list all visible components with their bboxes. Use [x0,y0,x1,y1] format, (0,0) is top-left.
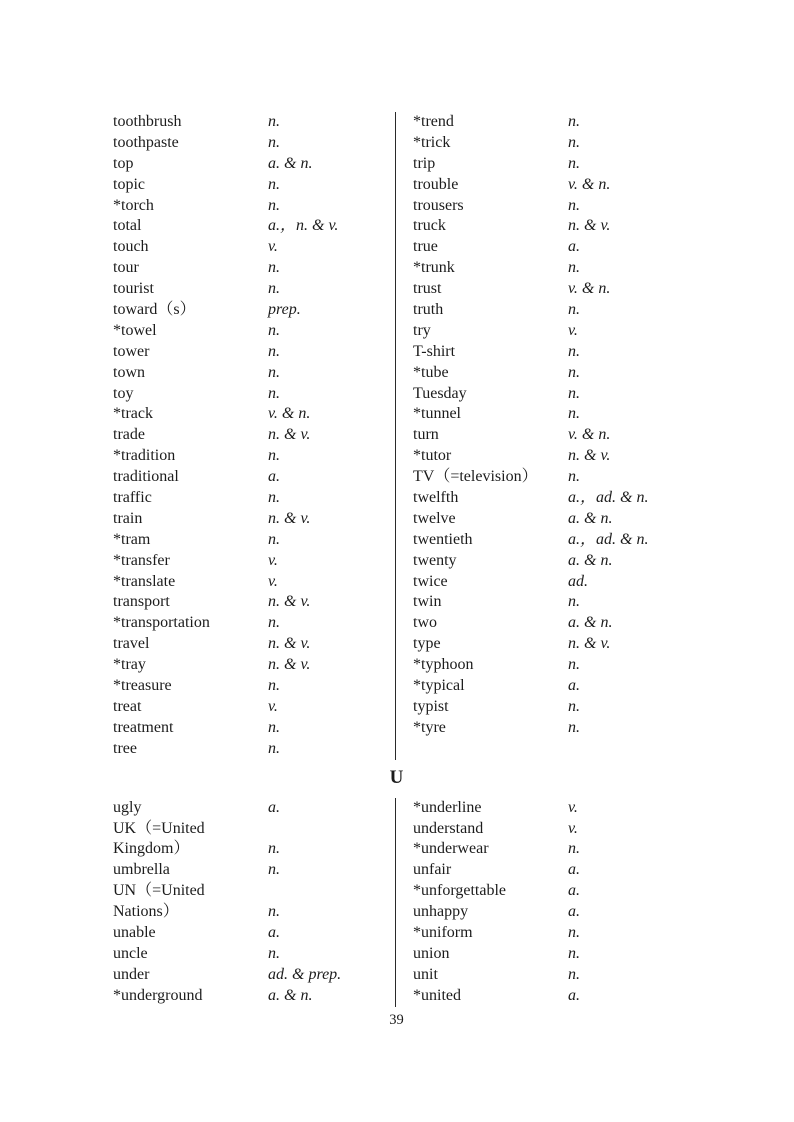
word-entry [413,923,680,944]
word-text: trouble [413,175,459,193]
word-entry [413,216,680,237]
part-of-speech: n. [268,677,280,695]
word-entry [113,300,395,321]
part-of-speech: n. [568,923,580,941]
section-letter-heading: U [389,766,404,788]
word-text: Nations） [113,903,179,921]
part-of-speech: n. [268,903,280,921]
part-of-speech: a. [568,677,580,695]
word-text: trip [413,154,436,172]
word-text: true [413,238,438,256]
word-entry [413,551,680,572]
word-entry [413,133,680,154]
word-text: UN（=United [113,882,205,900]
word-entry [113,798,395,819]
word-entry [113,592,395,613]
word-text: Kingdom） [113,840,190,858]
word-entry [413,300,680,321]
word-entry [413,112,680,133]
word-entry [113,384,395,405]
word-entry [113,944,395,965]
word-text: *trend [413,113,454,130]
word-entry [113,655,395,676]
part-of-speech: n. [268,718,280,736]
part-of-speech: v. [568,321,578,339]
part-of-speech: a. [568,861,580,879]
part-of-speech: n. [268,175,280,193]
word-text: typist [413,697,449,715]
word-entry [413,676,680,697]
word-entry [413,488,680,509]
part-of-speech: n. [568,154,580,172]
part-of-speech: a. & n. [568,551,613,569]
part-of-speech: n. [568,133,580,151]
word-text: twelfth [413,489,459,507]
part-of-speech: n. [268,259,280,277]
word-text: union [413,944,450,962]
word-text: *underline [413,798,482,816]
word-text: *treasure [113,677,172,695]
word-text: *typhoon [413,656,474,674]
word-entry [113,965,395,986]
word-text: truck [413,217,446,235]
word-text: type [413,635,441,653]
word-text: *transfer [113,551,170,569]
word-text: ugly [113,798,142,816]
word-text: *tyre [413,718,446,736]
word-text: uncle [113,944,148,962]
part-of-speech: v. [568,819,578,837]
word-entry [113,881,395,902]
word-text: unfair [413,861,452,879]
part-of-speech: n. [268,363,280,381]
part-of-speech: n. & v. [568,217,611,235]
part-of-speech: n. [268,113,280,130]
word-text: traditional [113,468,179,486]
part-of-speech: n. & v. [568,447,611,465]
part-of-speech: a. & n. [568,509,613,527]
word-entry [413,965,680,986]
part-of-speech: n. & v. [268,509,311,527]
word-entry [413,613,680,634]
word-text: try [413,321,431,339]
word-entry [113,279,395,300]
word-text: umbrella [113,861,170,879]
part-of-speech: a. & n. [568,614,613,632]
word-column-right [396,112,680,760]
part-of-speech: n. [268,280,280,298]
part-of-speech: a. & n. [268,986,313,1004]
part-of-speech: n. [268,614,280,632]
word-entry [113,321,395,342]
part-of-speech: n. [568,113,580,130]
word-column-left [113,798,395,1007]
part-of-speech: a. [268,798,280,816]
word-text: travel [113,635,150,653]
word-text: treat [113,697,142,715]
part-of-speech: a.，ad. & n. [568,530,649,548]
part-of-speech: n. & v. [268,635,311,653]
word-entry [413,986,680,1007]
word-entry [413,446,680,467]
part-of-speech: v. [268,572,278,590]
word-entry [413,944,680,965]
part-of-speech: ad. [568,572,588,590]
word-entry [113,467,395,488]
part-of-speech: v. [268,238,278,256]
word-text: total [113,217,142,235]
part-of-speech: n. [268,530,280,548]
word-entry [413,509,680,530]
part-of-speech: n. [568,342,580,360]
word-text: *tube [413,363,449,381]
word-entry [413,384,680,405]
part-of-speech: n. [268,342,280,360]
part-of-speech: n. [268,739,280,757]
word-text: toward（s） [113,301,196,319]
word-text: trade [113,426,145,444]
part-of-speech: prep. [268,301,301,319]
word-text: tour [113,259,139,277]
part-of-speech: n. [568,259,580,277]
word-entry [113,363,395,384]
word-entry [413,860,680,881]
word-entry [113,237,395,258]
word-entry [413,321,680,342]
part-of-speech: v. & n. [268,405,311,423]
word-text: *torch [113,196,154,214]
part-of-speech: a.，ad. & n. [568,489,649,507]
word-entry [113,634,395,655]
word-entry [413,798,680,819]
word-text: trust [413,280,442,298]
part-of-speech: n. [568,363,580,381]
word-list-section-u [113,798,680,1007]
part-of-speech: n. [568,840,580,858]
part-of-speech: n. & v. [268,656,311,674]
part-of-speech: v. & n. [568,426,611,444]
word-text: unable [113,923,156,941]
word-entry [113,718,395,739]
word-entry [413,902,680,923]
word-text: tree [113,739,137,757]
word-text: tower [113,342,150,360]
part-of-speech: n. [268,840,280,858]
word-text: *tutor [413,447,452,465]
word-text: toy [113,384,134,402]
part-of-speech: n. & v. [268,426,311,444]
word-entry [113,902,395,923]
part-of-speech: n. [268,321,280,339]
word-text: *typical [413,677,465,695]
word-entry [113,133,395,154]
word-entry [413,718,680,739]
word-entry [113,819,395,840]
part-of-speech: a. & n. [268,154,313,172]
page-content [113,112,680,1029]
word-text: traffic [113,489,152,507]
word-entry [113,446,395,467]
word-text: train [113,509,143,527]
word-entry [413,425,680,446]
word-text: *trunk [413,259,455,277]
part-of-speech: a. [568,903,580,921]
word-text: twenty [413,551,457,569]
word-column-right [396,798,680,1007]
word-entry [113,112,395,133]
word-entry [113,509,395,530]
part-of-speech: n. [568,384,580,402]
word-text: twentieth [413,530,473,548]
part-of-speech: v. [568,798,578,816]
word-list-section-t [113,112,680,760]
part-of-speech: n. & v. [568,635,611,653]
part-of-speech: n. [568,593,580,611]
word-text: *transportation [113,614,210,632]
part-of-speech: a. [568,238,580,256]
word-text: tourist [113,280,154,298]
part-of-speech: v. [268,551,278,569]
word-text: *towel [113,321,157,339]
word-entry [113,739,395,760]
part-of-speech: n. [568,656,580,674]
word-entry [113,404,395,425]
word-text: unhappy [413,903,469,921]
part-of-speech: n. [268,489,280,507]
part-of-speech: a. [568,882,580,900]
word-entry [113,258,395,279]
word-entry [413,592,680,613]
part-of-speech: ad. & prep. [268,965,342,983]
word-text: *tunnel [413,405,461,423]
word-entry [413,881,680,902]
part-of-speech: n. & v. [268,593,311,611]
word-entry [113,551,395,572]
word-text: top [113,154,134,172]
word-entry [113,860,395,881]
word-text: truth [413,301,444,319]
word-entry [113,572,395,593]
word-text: *unforgettable [413,882,507,900]
word-text: turn [413,426,439,444]
word-entry [413,363,680,384]
word-entry [413,237,680,258]
word-entry [113,196,395,217]
word-text: toothbrush [113,113,182,130]
part-of-speech: n. [568,405,580,423]
part-of-speech: n. [268,133,280,151]
part-of-speech: n. [268,861,280,879]
word-entry [413,154,680,175]
part-of-speech: n. [268,447,280,465]
part-of-speech: v. [268,697,278,715]
word-text: town [113,363,145,381]
word-text: TV（=television） [413,468,538,486]
word-entry [413,697,680,718]
word-text: Tuesday [413,384,467,402]
word-entry [413,258,680,279]
word-entry [113,697,395,718]
part-of-speech: v. & n. [568,280,611,298]
part-of-speech: a. [268,468,280,486]
word-entry [413,196,680,217]
word-text: *uniform [413,923,473,941]
word-entry [113,923,395,944]
word-entry [113,530,395,551]
part-of-speech: a. [568,986,580,1004]
word-entry [413,404,680,425]
word-entry [113,342,395,363]
word-text: *track [113,405,153,423]
word-entry [113,154,395,175]
word-entry [113,175,395,196]
word-entry [113,488,395,509]
word-entry [413,279,680,300]
word-text: *trick [413,133,451,151]
word-entry [413,342,680,363]
word-text: UK（=United [113,819,205,837]
word-text: *underground [113,986,203,1004]
word-text: T-shirt [413,342,456,360]
part-of-speech: n. [568,697,580,715]
word-text: toothpaste [113,133,179,151]
word-text: trousers [413,196,464,214]
word-text: twelve [413,509,456,527]
word-entry [413,572,680,593]
word-text: *tray [113,656,146,674]
word-entry [413,530,680,551]
part-of-speech: a. [268,923,280,941]
word-entry [413,655,680,676]
word-column-left [113,112,395,760]
word-entry [413,839,680,860]
word-text: *translate [113,572,176,590]
part-of-speech: n. [568,944,580,962]
word-entry [113,425,395,446]
word-text: twice [413,572,448,590]
word-text: under [113,965,150,983]
word-text: touch [113,238,149,256]
word-text: *united [413,986,461,1004]
part-of-speech: v. & n. [568,175,611,193]
word-text: twin [413,593,442,611]
word-entry [413,467,680,488]
word-text: unit [413,965,438,983]
part-of-speech: a.，n. & v. [268,217,339,235]
word-text: *tradition [113,447,176,465]
word-text: *tram [113,530,151,548]
part-of-speech: n. [568,468,580,486]
word-text: *underwear [413,840,489,858]
word-text: understand [413,819,484,837]
word-text: topic [113,175,145,193]
word-entry [413,634,680,655]
word-entry [113,216,395,237]
part-of-speech: n. [268,384,280,402]
word-entry [113,676,395,697]
word-entry [113,839,395,860]
part-of-speech: n. [568,718,580,736]
part-of-speech: n. [268,944,280,962]
word-entry [113,986,395,1007]
part-of-speech: n. [268,196,280,214]
word-text: two [413,614,437,632]
word-entry [413,175,680,196]
page-number: 39 [389,1011,404,1028]
part-of-speech: n. [568,965,580,983]
part-of-speech: n. [568,301,580,319]
word-entry [413,819,680,840]
word-entry [113,613,395,634]
word-text: treatment [113,718,174,736]
word-text: transport [113,593,170,611]
part-of-speech: n. [568,196,580,214]
